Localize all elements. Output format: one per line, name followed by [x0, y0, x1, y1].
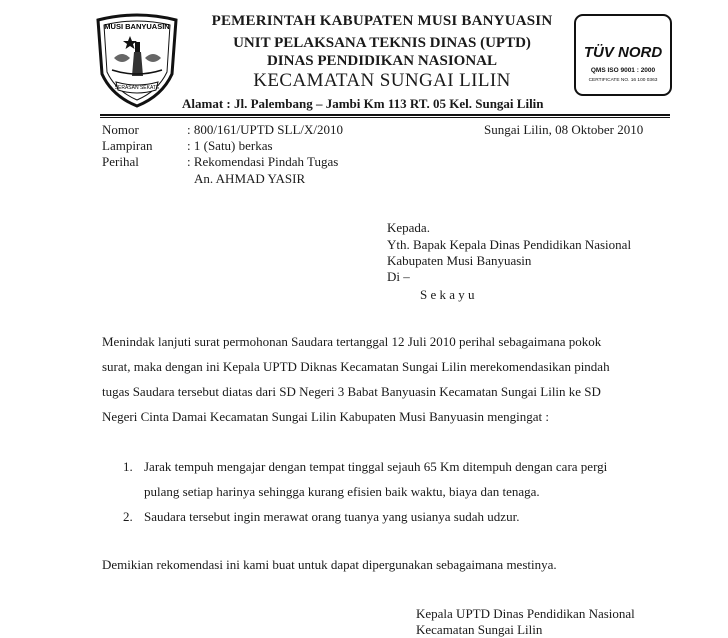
header-office-line: DINAS PENDIDIKAN NASIONAL — [266, 53, 498, 69]
body-paragraph-line-3: tugas Saudara tersebut diatas dari SD Negeri 3 Babat Banyuasin Kecamatan Sungai Lilin ke SD — [102, 384, 601, 399]
cert-standard-text: QMS ISO 9001 : 2000 — [590, 67, 656, 74]
list-item-text: Jarak tempuh mengajar dengan tempat tinggal sejauh 65 Km ditempuh dengan cara pergi — [144, 459, 608, 474]
recipient-kepada: Kepada. — [387, 220, 430, 235]
header-divider-thin — [100, 117, 670, 118]
recipient-regency: Kabupaten Musi Banyuasin — [387, 253, 532, 268]
list-item-number: 1. — [123, 459, 133, 474]
iso-certification-badge — [574, 14, 672, 96]
signature-district: Kecamatan Sungai Lilin — [416, 622, 543, 637]
lampiran-label: Lampiran — [102, 138, 153, 153]
header-divider-thick — [100, 114, 670, 116]
logo-top-text: MUSI BANYUASIN — [104, 22, 170, 31]
list-item-text: Saudara tersebut ingin merawat orang tuanya yang usianya sudah udzur. — [144, 509, 520, 524]
recipient-di: Di – — [387, 269, 410, 284]
nomor-label: Nomor — [102, 122, 139, 137]
regency-emblem-logo — [92, 12, 182, 108]
perihal-label: Perihal — [102, 154, 139, 169]
body-paragraph-line-1: Menindak lanjuti surat permohonan Saudara tertanggal 12 Juli 2010 perihal sebagaimana pokok — [102, 334, 602, 349]
logo-ribbon-text: SERASAN SEKATE — [114, 85, 160, 91]
header-address: Alamat : Jl. Palembang – Jambi Km 113 RT. 05 Kel. Sungai Lilin — [182, 96, 544, 111]
body-paragraph-line-4: Negeri Cinta Damai Kecamatan Sungai Lilin Kabupaten Musi Banyuasin mengingat : — [102, 409, 549, 424]
signature-title: Kepala UPTD Dinas Pendidikan Nasional — [416, 606, 635, 621]
header-unit-line: UNIT PELAKSANA TEKNIS DINAS (UPTD) — [233, 35, 531, 51]
body-paragraph-line-2: surat, maka dengan ini Kepala UPTD Diknas Kecamatan Sungai Lilin merekomendasikan pindah — [102, 359, 610, 374]
cert-number-text: CERTIFICATE NO. 16 100 0363 — [588, 78, 658, 83]
place-date: Sungai Lilin, 08 Oktober 2010 — [484, 122, 644, 137]
cert-brand-text: TÜV NORD — [583, 44, 663, 61]
perihal-value: : Rekomendasi Pindah Tugas — [187, 154, 339, 169]
header-district-title: KECAMATAN SUNGAI LILIN — [253, 70, 511, 91]
list-item-text-continued: pulang setiap harinya sehingga kurang efisien baik waktu, biaya dan tenaga. — [144, 484, 540, 499]
closing-sentence: Demikian rekomendasi ini kami buat untuk dapat dipergunakan sebagaimana mestinya. — [102, 557, 557, 572]
recipient-title: Yth. Bapak Kepala Dinas Pendidikan Nasional — [387, 237, 632, 252]
header-government-line: PEMERINTAH KABUPATEN MUSI BANYUASIN — [211, 13, 553, 29]
nomor-value: : 800/161/UPTD SLL/X/2010 — [187, 122, 344, 137]
recipient-city: S e k a y u — [420, 287, 475, 302]
perihal-subject-name: An. AHMAD YASIR — [194, 171, 306, 186]
lampiran-value: : 1 (Satu) berkas — [187, 138, 273, 153]
list-item-number: 2. — [123, 509, 133, 524]
